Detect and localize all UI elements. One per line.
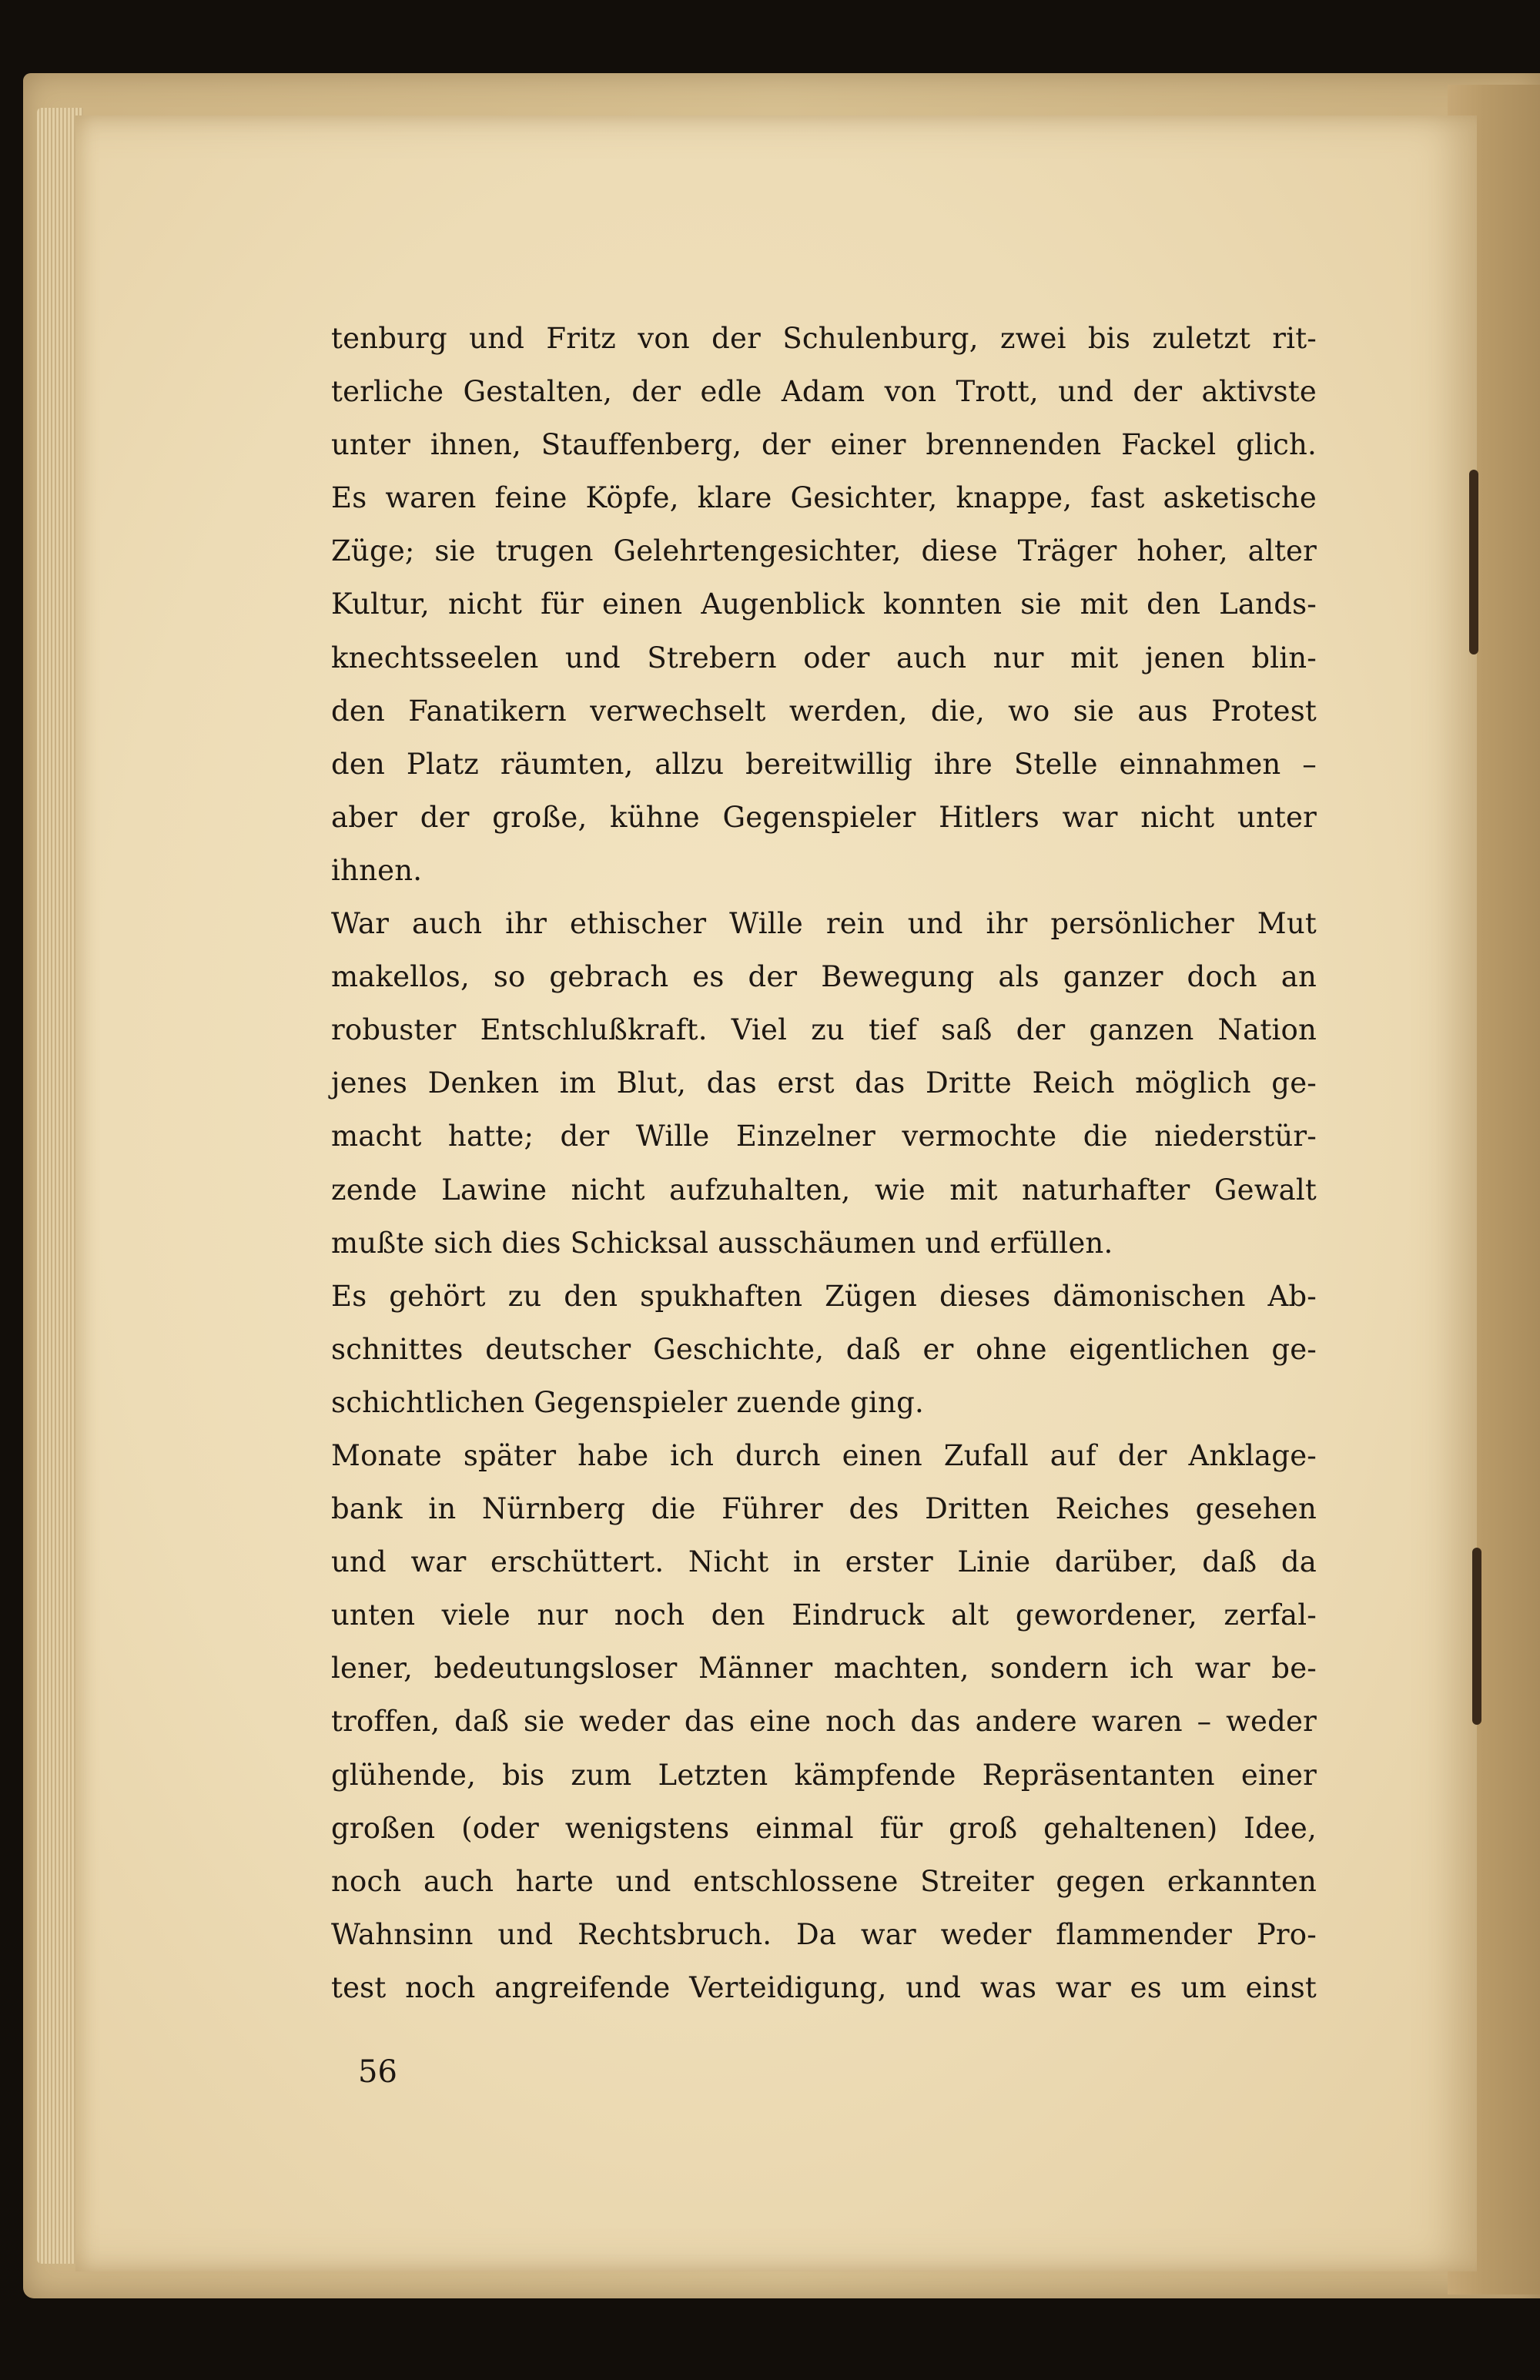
binding-mark-bottom bbox=[1472, 1548, 1481, 1725]
text-line: unter ihnen, Stauffenberg, der einer brennenden Fackel glich. bbox=[331, 428, 1317, 462]
text-line: schnittes deutscher Geschichte, daß er ohne eigentlichen ge- bbox=[331, 1332, 1317, 1366]
text-line: noch auch harte und entschlossene Streiter gegen erkannten bbox=[331, 1864, 1317, 1898]
text-line: ihnen. bbox=[331, 853, 423, 887]
text-line: tenburg und Fritz von der Schulenburg, zwei bis zuletzt rit- bbox=[331, 322, 1317, 355]
text-line: den Fanatikern verwechselt werden, die, wo sie aus Protest bbox=[331, 694, 1317, 728]
text-line: terliche Gestalten, der edle Adam von Trott, und der aktivste bbox=[331, 375, 1317, 409]
page-number: 56 bbox=[358, 2054, 397, 2090]
text-line: aber der große, kühne Gegenspieler Hitlers war nicht unter bbox=[331, 800, 1317, 834]
text-line: Es gehört zu den spukhaften Zügen dieses dämonischen Ab- bbox=[331, 1279, 1317, 1313]
text-line: und war erschüttert. Nicht in erster Linie darüber, daß da bbox=[331, 1545, 1317, 1579]
text-line: zende Lawine nicht aufzuhalten, wie mit naturhafter Gewalt bbox=[331, 1173, 1317, 1207]
text-line: mußte sich dies Schicksal ausschäumen und erfüllen. bbox=[331, 1226, 1113, 1260]
text-line: knechtsseelen und Strebern oder auch nur mit jenen blin- bbox=[331, 641, 1317, 675]
text-line: Züge; sie trugen Gelehrtengesichter, diese Träger hoher, alter bbox=[331, 534, 1317, 568]
text-line: bank in Nürnberg die Führer des Dritten Reiches gesehen bbox=[331, 1492, 1317, 1526]
text-line: großen (oder wenigstens einmal für groß gehaltenen) Idee, bbox=[331, 1811, 1317, 1845]
text-line: Wahnsinn und Rechtsbruch. Da war weder flammender Pro- bbox=[331, 1917, 1317, 1951]
text-line: unten viele nur noch den Eindruck alt gewordener, zerfal- bbox=[331, 1598, 1317, 1632]
text-line: macht hatte; der Wille Einzelner vermochte die niederstür- bbox=[331, 1120, 1317, 1153]
text-line: Kultur, nicht für einen Augenblick konnten sie mit den Lands- bbox=[331, 587, 1317, 621]
text-line: den Platz räumten, allzu bereitwillig ihre Stelle einnahmen – bbox=[331, 747, 1317, 781]
text-line: Monate später habe ich durch einen Zufall auf der Anklage- bbox=[331, 1438, 1317, 1472]
text-line: robuster Entschlußkraft. Viel zu tief saß der ganzen Nation bbox=[331, 1013, 1317, 1047]
text-line: jenes Denken im Blut, das erst das Dritte Reich möglich ge- bbox=[331, 1066, 1317, 1100]
text-line: test noch angreifende Verteidigung, und was war es um einst bbox=[331, 1970, 1317, 2004]
binding-mark-top bbox=[1469, 470, 1478, 654]
text-line: makellos, so gebrach es der Bewegung als ganzer doch an bbox=[331, 960, 1317, 994]
text-line: schichtlichen Gegenspieler zuende ging. bbox=[331, 1385, 924, 1419]
text-line: War auch ihr ethischer Wille rein und ihr persönlicher Mut bbox=[331, 907, 1317, 941]
text-line: glühende, bis zum Letzten kämpfende Repräsentanten einer bbox=[331, 1758, 1317, 1792]
text-line: lener, bedeutungsloser Männer machten, sondern ich war be- bbox=[331, 1652, 1317, 1685]
page-body-text bbox=[331, 312, 1317, 2014]
text-line: troffen, daß sie weder das eine noch das andere waren – weder bbox=[331, 1705, 1317, 1739]
text-line: Es waren feine Köpfe, klare Gesichter, knappe, fast asketische bbox=[331, 481, 1317, 515]
